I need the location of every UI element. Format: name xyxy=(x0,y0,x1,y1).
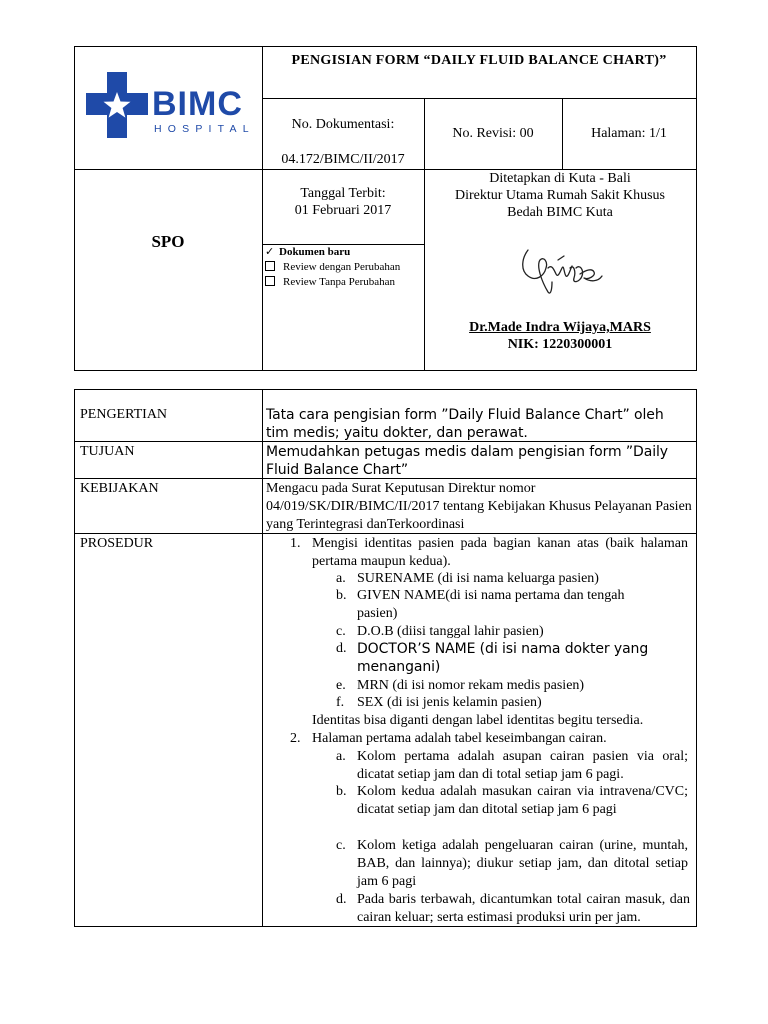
approval-block xyxy=(424,170,696,221)
step-number: 1. xyxy=(290,536,301,551)
list-item-letter: f. xyxy=(336,695,345,710)
list-item-text: DOCTOR’S NAME (di isi nama dokter yang menangani) xyxy=(357,641,649,675)
step-number: 2. xyxy=(290,731,301,746)
tujuan-label: TUJUAN xyxy=(80,444,135,459)
doc-number-value: 04.172/BIMC/II/2017 xyxy=(281,152,405,167)
checklist-item-review-without-changes xyxy=(265,275,423,290)
step-text: Mengisi identitas pasien pada bagian kanan atas (baik halaman pertama maupun kedua). xyxy=(312,536,688,569)
list-item-letter: a. xyxy=(336,571,346,586)
list-item-letter: a. xyxy=(336,749,346,764)
checkbox-icon xyxy=(265,261,275,271)
list-item-text: D.O.B (diisi tanggal lahir pasien) xyxy=(357,624,544,639)
list-item-text: SURENAME (di isi nama keluarga pasien) xyxy=(357,571,599,586)
pengertian-label: PENGERTIAN xyxy=(80,407,168,422)
revision-number: No. Revisi: 00 xyxy=(452,126,534,141)
signer-name: Dr.Made Indra Wijaya,MARS xyxy=(469,320,651,335)
list-item-letter: e. xyxy=(336,678,346,693)
document-status-checklist xyxy=(265,245,423,290)
spo-label: SPO xyxy=(151,232,185,251)
list-item-text: Kolom pertama adalah asupan cairan pasien via oral; dicatat setiap jam dan di total setiap jam 6 pagi. xyxy=(357,749,688,782)
signer-nik: NIK: 1220300001 xyxy=(507,337,613,352)
approval-line: Ditetapkan di Kuta - Bali xyxy=(489,171,631,186)
tujuan-text: Memudahkan petugas medis dalam pengisian form ”Daily Fluid Balance Chart” xyxy=(266,444,668,478)
kebijakan-text: Mengacu pada Surat Keputusan Direktur nomor 04/019/SK/DIR/BIMC/II/2017 tentang Kebijakan Khusus Pelayanan Pasien yang Terintegrasi danTerkoordinasi xyxy=(266,481,692,532)
logo-text: BIMC xyxy=(152,85,243,123)
page-number: Halaman: 1/1 xyxy=(591,126,667,141)
list-item-letter: d. xyxy=(336,892,347,907)
cross-star-icon xyxy=(86,72,148,138)
prosedur-label: PROSEDUR xyxy=(80,536,154,551)
approval-line: Bedah BIMC Kuta xyxy=(507,205,613,220)
issue-date-label: Tanggal Terbit: xyxy=(300,186,386,201)
checklist-item-new xyxy=(265,245,423,260)
list-item-letter: c. xyxy=(336,624,346,639)
list-item-letter: b. xyxy=(336,784,347,799)
checklist-label: Review dengan Perubahan xyxy=(283,261,401,273)
list-item-text: Kolom kedua adalah masukan cairan via intravena/CVC; dicatat setiap jam dan ditotal setiap jam 6 pagi xyxy=(357,784,688,817)
checkmark-icon: ✓ xyxy=(265,246,275,258)
approval-line: Direktur Utama Rumah Sakit Khusus xyxy=(455,188,665,203)
logo-subtext: HOSPITAL xyxy=(154,123,255,135)
list-item-letter: c. xyxy=(336,838,346,853)
list-item-text: Kolom ketiga adalah pengeluaran cairan (urine, muntah, BAB, dan lainnya); diukur setiap jam, dan ditotal setiap jam 6 pagi xyxy=(357,838,688,889)
checklist-item-review-with-changes xyxy=(265,260,423,275)
document-title: PENGISIAN FORM “DAILY FLUID BALANCE CHART)” xyxy=(291,53,667,68)
signature-image xyxy=(518,238,608,300)
issue-date-value: 01 Februari 2017 xyxy=(294,203,392,218)
list-item-letter: d. xyxy=(336,641,347,656)
list-item-text: Pada baris terbawah, dicantumkan total cairan masuk, dan cairan keluar; serta estimasi produksi urin per jam. xyxy=(357,892,690,925)
kebijakan-label: KEBIJAKAN xyxy=(80,481,159,496)
bimc-logo xyxy=(86,72,256,142)
checkbox-icon xyxy=(265,276,275,286)
list-item-text: MRN (di isi nomor rekam medis pasien) xyxy=(357,678,585,693)
checklist-label: Dokumen baru xyxy=(279,246,351,258)
pengertian-text: Tata cara pengisian form ”Daily Fluid Balance Chart” oleh tim medis; yaitu dokter, dan perawat. xyxy=(266,407,664,441)
step-text: Halaman pertama adalah tabel keseimbangan cairan. xyxy=(312,731,607,746)
doc-number-label: No. Dokumentasi: xyxy=(291,117,395,132)
list-item-text: GIVEN NAME(di isi nama pertama dan tengah pasien) xyxy=(357,588,625,621)
list-item-text: SEX (di isi jenis kelamin pasien) xyxy=(357,695,542,710)
list-item-letter: b. xyxy=(336,588,347,603)
step-note: Identitas bisa diganti dengan label identitas begitu tersedia. xyxy=(312,713,644,728)
checklist-label: Review Tanpa Perubahan xyxy=(283,276,396,288)
